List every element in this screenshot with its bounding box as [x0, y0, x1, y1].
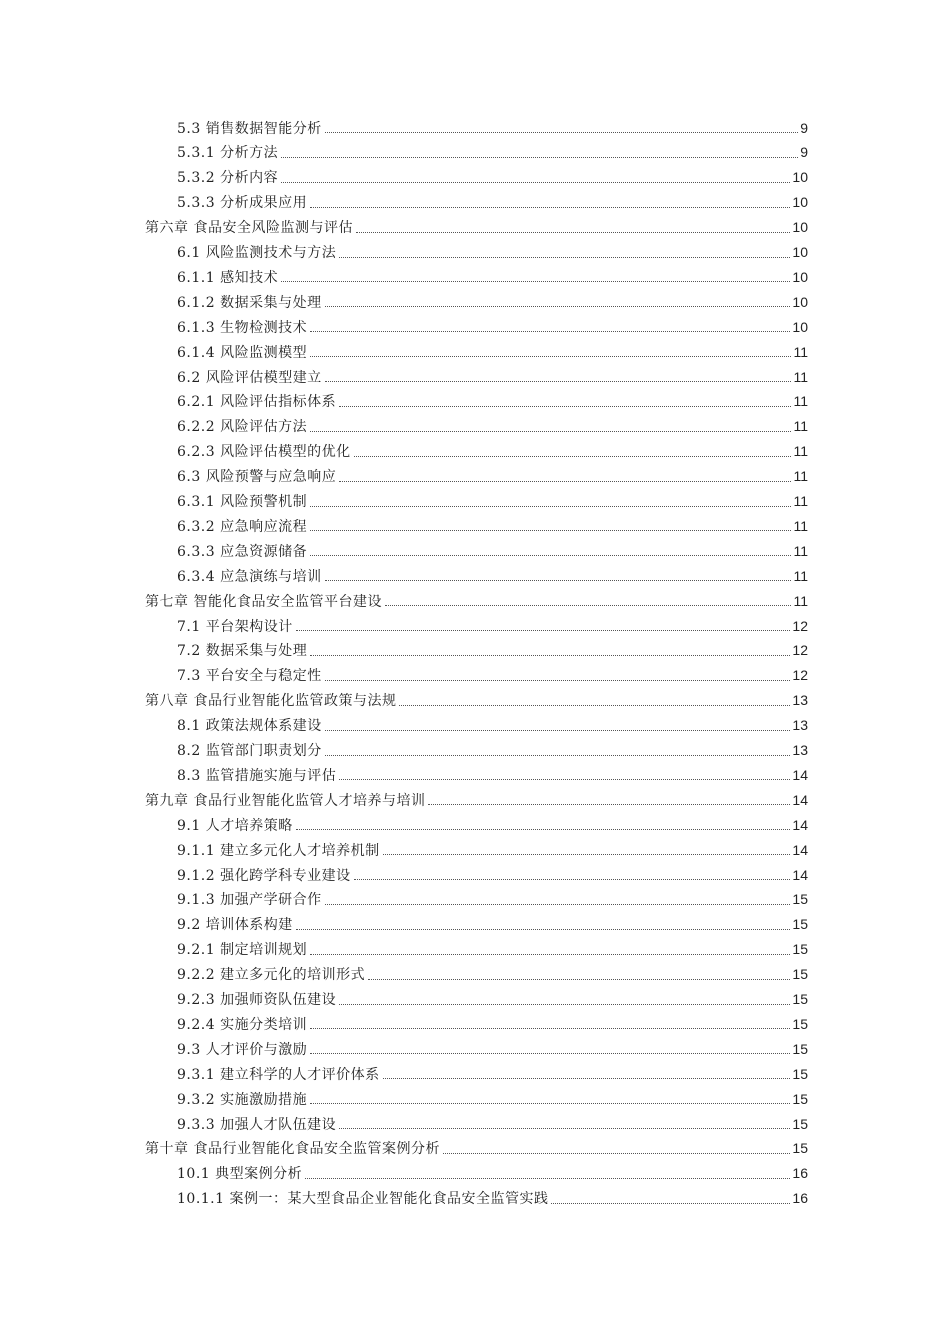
toc-dot-leader — [368, 979, 790, 980]
toc-page-number: 15 — [792, 1015, 808, 1032]
toc-entry-label: 9.2 培训体系构建 — [177, 917, 293, 934]
toc-page-number: 15 — [792, 916, 808, 933]
toc-entry-label: 9.3.1 建立科学的人才评价体系 — [177, 1066, 380, 1083]
toc-entry-label: 9.2.1 制定培训规划 — [177, 942, 308, 959]
toc-page-number: 10 — [792, 268, 808, 285]
toc-page-number: 10 — [792, 244, 808, 260]
toc-section-entry[interactable] — [177, 389, 808, 414]
toc-chapter-entry[interactable] — [145, 1136, 808, 1161]
toc-page-number: 11 — [793, 393, 808, 410]
toc-entry-label: 6.2.2 风险评估方法 — [177, 419, 308, 436]
toc-page-number: 15 — [792, 991, 808, 1007]
toc-dot-leader — [296, 829, 791, 830]
toc-section-entry[interactable] — [177, 563, 808, 588]
toc-page-number: 11 — [793, 468, 808, 485]
toc-page-number: 11 — [793, 443, 808, 460]
toc-page-number: 11 — [793, 368, 808, 385]
toc-dot-leader — [354, 879, 791, 880]
toc-page-number: 10 — [792, 293, 808, 310]
toc-entry-label: 第七章 智能化食品安全监管平台建设 — [145, 593, 382, 610]
toc-dot-leader — [310, 530, 791, 531]
toc-entry-label: 7.1 平台架构设计 — [177, 618, 293, 635]
toc-entry-label: 第十章 食品行业智能化食品安全监管案例分析 — [145, 1141, 440, 1158]
toc-section-entry[interactable] — [177, 1061, 808, 1086]
toc-entry-label: 5.3.1 分析方法 — [177, 145, 279, 162]
toc-dot-leader — [296, 929, 791, 930]
toc-page-number: 16 — [792, 1165, 808, 1182]
toc-entry-label: 8.1 政策法规体系建设 — [177, 718, 322, 735]
toc-section-entry[interactable] — [177, 962, 808, 987]
toc-dot-leader — [310, 954, 790, 955]
toc-chapter-entry[interactable] — [145, 688, 808, 713]
toc-page-number: 14 — [792, 866, 808, 883]
toc-page-number: 14 — [792, 766, 808, 783]
toc-entry-label: 10.1 典型案例分析 — [177, 1166, 303, 1183]
toc-dot-leader — [339, 1004, 790, 1005]
toc-page-number: 11 — [793, 517, 808, 534]
toc-section-entry[interactable] — [177, 713, 808, 738]
toc-dot-leader — [310, 555, 791, 556]
toc-page-number: 12 — [792, 667, 808, 684]
toc-dot-leader — [428, 804, 790, 805]
toc-entry-label: 6.2.1 风险评估指标体系 — [177, 394, 337, 411]
toc-section-entry[interactable] — [177, 364, 808, 389]
toc-section-entry[interactable] — [177, 1111, 808, 1136]
toc-page-number: 15 — [792, 1090, 808, 1107]
toc-section-entry[interactable] — [177, 1036, 808, 1061]
toc-page-number: 15 — [792, 1040, 808, 1057]
toc-page-number: 10 — [792, 219, 808, 236]
toc-section-entry[interactable] — [177, 513, 808, 538]
toc-chapter-entry[interactable] — [145, 588, 808, 613]
toc-dot-leader — [383, 1078, 791, 1079]
toc-entry-label: 9.2.2 建立多元化的培训形式 — [177, 967, 366, 984]
toc-dot-leader — [383, 854, 791, 855]
toc-entry-label: 5.3.3 分析成果应用 — [177, 195, 308, 212]
toc-dot-leader — [443, 1153, 790, 1154]
toc-entry-label: 7.2 数据采集与处理 — [177, 643, 308, 660]
toc-chapter-entry[interactable] — [145, 787, 808, 812]
toc-page-number: 11 — [793, 567, 808, 584]
toc-entry-label: 9.1.2 强化跨学科专业建设 — [177, 867, 351, 884]
toc-entry-label: 6.2 风险评估模型建立 — [177, 369, 322, 386]
toc-page-number: 11 — [793, 592, 808, 609]
toc-dot-leader — [325, 680, 791, 681]
toc-page-number: 15 — [792, 941, 808, 958]
toc-section-entry[interactable] — [177, 339, 808, 364]
toc-page-number: 15 — [792, 1115, 808, 1132]
toc-dot-leader — [325, 730, 791, 731]
toc-dot-leader — [325, 755, 791, 756]
toc-section-entry[interactable] — [177, 613, 808, 638]
toc-section-entry[interactable] — [177, 638, 808, 663]
toc-entry-label: 9.1.1 建立多元化人才培养机制 — [177, 842, 380, 859]
toc-dot-leader — [310, 1053, 790, 1054]
toc-entry-label: 6.1 风险监测技术与方法 — [177, 245, 337, 261]
toc-section-entry[interactable] — [177, 663, 808, 688]
toc-dot-leader — [310, 506, 791, 507]
toc-dot-leader — [310, 331, 790, 332]
toc-page-number: 13 — [792, 742, 808, 758]
toc-section-entry[interactable] — [177, 314, 808, 339]
toc-dot-leader — [339, 481, 791, 482]
toc-entry-label: 6.3.1 风险预警机制 — [177, 494, 308, 510]
toc-entry-label: 9.2.3 加强师资队伍建设 — [177, 992, 337, 1008]
toc-dot-leader — [310, 431, 791, 432]
toc-entry-label: 6.3.3 应急资源储备 — [177, 543, 308, 560]
toc-entry-label: 6.1.3 生物检测技术 — [177, 319, 308, 336]
toc-dot-leader — [310, 1028, 790, 1029]
toc-entry-label: 6.2.3 风险评估模型的优化 — [177, 444, 351, 461]
toc-entry-label: 8.3 监管措施实施与评估 — [177, 767, 337, 784]
toc-entry-label: 9.2.4 实施分类培训 — [177, 1016, 308, 1033]
toc-page-number: 10 — [792, 169, 808, 186]
toc-page-number: 11 — [793, 418, 808, 435]
toc-entry-label: 6.1.1 感知技术 — [177, 269, 279, 286]
toc-page-number: 12 — [792, 642, 808, 659]
toc-entry-label: 9.3 人才评价与激励 — [177, 1041, 308, 1058]
toc-entry-label: 5.3.2 分析内容 — [177, 170, 279, 187]
toc-dot-leader — [310, 1103, 790, 1104]
toc-page-number: 16 — [792, 1190, 808, 1207]
toc-entry-label: 7.3 平台安全与稳定性 — [177, 668, 322, 685]
toc-section-entry[interactable] — [177, 987, 808, 1012]
toc-dot-leader — [310, 655, 790, 656]
toc-dot-leader — [339, 406, 791, 407]
toc-section-entry[interactable] — [177, 414, 808, 439]
toc-dot-leader — [296, 630, 791, 631]
toc-dot-leader — [339, 257, 790, 258]
toc-entry-label: 6.1.4 风险监测模型 — [177, 344, 308, 361]
toc-page-number: 15 — [792, 966, 808, 983]
toc-dot-leader — [399, 705, 790, 706]
toc-section-entry[interactable] — [177, 115, 808, 140]
toc-page-number: 10 — [792, 194, 808, 211]
toc-section-entry[interactable] — [177, 190, 808, 215]
toc-section-entry[interactable] — [177, 1161, 808, 1186]
toc-section-entry[interactable] — [177, 538, 808, 563]
toc-entry-label: 6.3 风险预警与应急响应 — [177, 469, 337, 486]
toc-dot-leader — [339, 1128, 790, 1129]
toc-dot-leader — [551, 1203, 790, 1204]
toc-entry-label: 8.2 监管部门职责划分 — [177, 743, 322, 759]
toc-page-number: 11 — [793, 343, 808, 360]
toc-dot-leader — [339, 779, 790, 780]
toc-page-number: 13 — [792, 692, 808, 709]
toc-dot-leader — [325, 904, 791, 905]
toc-page-number: 10 — [792, 318, 808, 335]
toc-section-entry[interactable] — [177, 1086, 808, 1111]
toc-page-number: 14 — [792, 841, 808, 858]
toc-section-entry[interactable] — [177, 464, 808, 489]
toc-dot-leader — [281, 281, 790, 282]
toc-section-entry[interactable] — [177, 240, 808, 265]
toc-page-number: 15 — [792, 1065, 808, 1082]
toc-entry-label: 10.1.1 案例一：某大型食品企业智能化食品安全监管实践 — [177, 1191, 549, 1208]
toc-section-entry[interactable] — [177, 264, 808, 289]
toc-page-number: 9 — [800, 144, 808, 161]
toc-dot-leader — [310, 356, 791, 357]
toc-section-entry[interactable] — [177, 489, 808, 514]
toc-section-entry[interactable] — [177, 140, 808, 165]
toc-dot-leader — [325, 132, 798, 133]
toc-dot-leader — [281, 182, 790, 183]
toc-entry-label: 9.3.3 加强人才队伍建设 — [177, 1116, 337, 1133]
toc-entry-label: 9.3.2 实施激励措施 — [177, 1091, 308, 1108]
toc-section-entry[interactable] — [177, 1011, 808, 1036]
toc-entry-label: 9.1.3 加强产学研合作 — [177, 892, 322, 909]
toc-page-number: 15 — [792, 1140, 808, 1157]
toc-chapter-entry[interactable] — [145, 215, 808, 240]
toc-section-entry[interactable] — [177, 289, 808, 314]
toc-dot-leader — [385, 605, 792, 606]
toc-page-number: 13 — [792, 717, 808, 734]
toc-section-entry[interactable] — [177, 937, 808, 962]
toc-dot-leader — [305, 1178, 790, 1179]
toc-dot-leader — [356, 232, 790, 233]
toc-page-number: 14 — [792, 791, 808, 808]
toc-dot-leader — [310, 207, 790, 208]
toc-page-number: 12 — [792, 617, 808, 634]
toc-entry-label: 9.1 人才培养策略 — [177, 817, 293, 834]
toc-entry-label: 第八章 食品行业智能化监管政策与法规 — [145, 693, 397, 710]
toc-entry-label: 第六章 食品安全风险监测与评估 — [145, 220, 353, 237]
toc-dot-leader — [325, 381, 792, 382]
toc-section-entry[interactable] — [177, 165, 808, 190]
toc-page-number: 14 — [792, 816, 808, 833]
toc-section-entry[interactable] — [177, 912, 808, 937]
toc-page-number: 15 — [792, 891, 808, 908]
toc-page-number: 9 — [800, 119, 808, 136]
toc-section-entry[interactable] — [177, 1186, 808, 1211]
toc-section-entry[interactable] — [177, 862, 808, 887]
toc-dot-leader — [354, 456, 792, 457]
toc-section-entry[interactable] — [177, 837, 808, 862]
toc-section-entry[interactable] — [177, 439, 808, 464]
toc-page-number: 11 — [793, 542, 808, 559]
toc-dot-leader — [281, 157, 798, 158]
toc-section-entry[interactable] — [177, 762, 808, 787]
toc-dot-leader — [325, 580, 792, 581]
toc-dot-leader — [325, 306, 791, 307]
toc-page-number: 11 — [793, 493, 808, 509]
toc-entry-label: 第九章 食品行业智能化监管人才培养与培训 — [145, 792, 426, 809]
toc-entry-label: 6.1.2 数据采集与处理 — [177, 294, 322, 311]
toc-entry-label: 6.3.2 应急响应流程 — [177, 518, 308, 535]
toc-section-entry[interactable] — [177, 738, 808, 763]
toc-section-entry[interactable] — [177, 887, 808, 912]
toc-entry-label: 6.3.4 应急演练与培训 — [177, 568, 322, 585]
toc-section-entry[interactable] — [177, 812, 808, 837]
toc-entry-label: 5.3 销售数据智能分析 — [177, 120, 322, 137]
